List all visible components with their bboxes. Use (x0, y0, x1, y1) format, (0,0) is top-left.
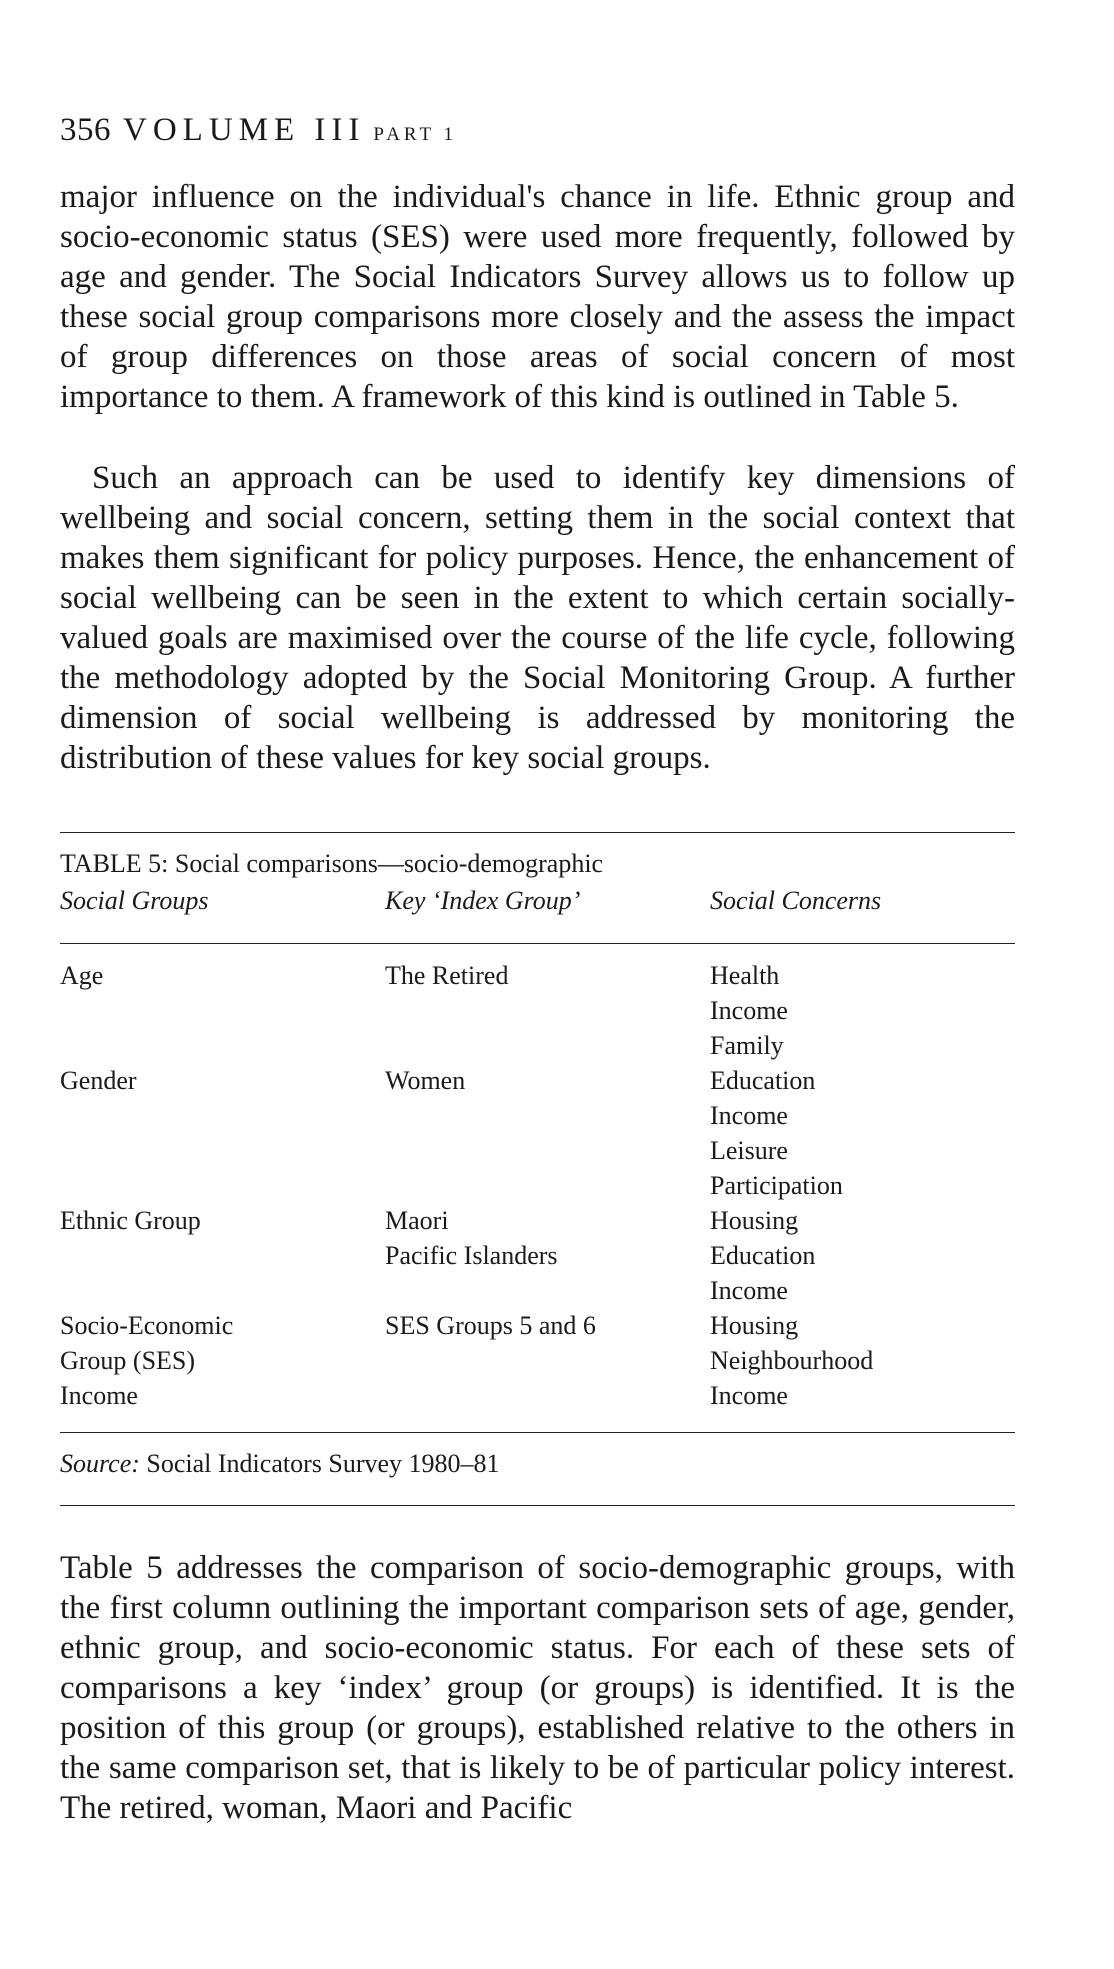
table-cell-line (385, 1343, 596, 1378)
body-paragraph-2: Such an approach can be used to identify key dimensions of wellbeing and social concern, setting them in the social context that makes them significant for policy purposes. Hence, the enhancement of social wellbeing can be seen in the extent to which certain socially-valued goals are maximised over the course of the life cycle, following the methodology adopted by the Social Monitoring Group. A further dimension of social wellbeing is addressed by monitoring the distribution of these values for key social groups. (60, 460, 1015, 776)
part-label: PART 1 (373, 124, 457, 145)
column-header-social-groups: Social Groups (60, 886, 209, 915)
body-paragraph-3: Table 5 addresses the comparison of socio-demographic groups, with the first column outlining the important comparison sets of age, gender, ethnic group, and socio-economic status. For each of these sets of comparisons a key ‘index’ group (or groups) is identified. It is the position of this group (or groups), established relative to the others in the same comparison set, that is likely to be of particular policy interest. The retired, woman, Maori and Pacific (60, 1550, 1015, 1826)
table-cell-line (385, 993, 596, 1028)
table-end-rule (60, 1505, 1015, 1506)
table-cell-line (385, 1378, 596, 1413)
table-top-rule (60, 832, 1015, 833)
table-cell-line: Socio-Economic (60, 1311, 234, 1340)
table-cell-line: SES Groups 5 and 6 (385, 1311, 596, 1340)
table-cell-line (60, 1098, 233, 1133)
table-cell-line (60, 993, 233, 1028)
table-cell-line: Income (710, 1276, 788, 1305)
table-cell-line: Pacific Islanders (385, 1241, 558, 1270)
table-cell-line: Women (385, 1066, 466, 1095)
table-cell-line: Income (710, 1101, 788, 1130)
table-cell-line: Education (710, 1241, 816, 1270)
column-header-index-group: Key ‘Index Group’ (385, 886, 581, 915)
table-cell-line (60, 1168, 233, 1203)
table-cell-line: Ethnic Group (60, 1206, 201, 1235)
table-cell-line: Education (710, 1066, 816, 1095)
body-paragraph-1: major influence on the individual's chance in life. Ethnic group and socio-economic status (SES) were used more frequently, followed by age and gender. The Social Indicators Survey allows us to follow up these social group comparisons more closely and the assess the impact of group differences on those areas of social concern of most importance to them. A framework of this kind is outlined in Table 5. (60, 179, 1015, 415)
table-cell-line: The Retired (385, 961, 509, 990)
table-cell-line (385, 1028, 596, 1063)
table-caption: TABLE 5: Social comparisons—socio-demographic (60, 849, 604, 878)
table-cell-line (60, 1028, 233, 1063)
table-cell-line: Health (710, 961, 780, 990)
table-cell-line: Age (60, 961, 104, 990)
table-cell-line: Family (710, 1031, 784, 1060)
column-social-groups (60, 958, 233, 1413)
table-cell-line: Housing (710, 1206, 799, 1235)
table-cell-line: Income (710, 1381, 788, 1410)
running-header (60, 112, 457, 149)
table-cell-line: Leisure (710, 1136, 788, 1165)
table-cell-line (385, 1098, 596, 1133)
table-source-note (60, 1449, 500, 1479)
table-bottom-rule (60, 1432, 1015, 1433)
source-text: Social Indicators Survey 1980–81 (146, 1449, 500, 1478)
column-index-group (385, 958, 596, 1413)
table-cell-line: Neighbourhood (710, 1346, 874, 1375)
table-cell-line (60, 1133, 233, 1168)
page-number: 356 (60, 112, 111, 148)
source-label: Source: (60, 1449, 140, 1478)
table-cell-line (385, 1273, 596, 1308)
table-cell-line: Income (60, 1381, 138, 1410)
table-cell-line: Maori (385, 1206, 449, 1235)
table-header-rule (60, 943, 1015, 944)
table-cell-line (385, 1168, 596, 1203)
table-cell-line: Participation (710, 1171, 843, 1200)
table-cell-line: Gender (60, 1066, 137, 1095)
table-cell-line (60, 1273, 233, 1308)
table-cell-line: Housing (710, 1311, 799, 1340)
column-social-concerns (710, 958, 873, 1413)
table-cell-line: Income (710, 996, 788, 1025)
volume-label: VOLUME III (123, 112, 366, 148)
table-cell-line (60, 1238, 233, 1273)
table-cell-line: Group (SES) (60, 1346, 196, 1375)
column-header-social-concerns: Social Concerns (710, 886, 882, 915)
table-cell-line (385, 1133, 596, 1168)
